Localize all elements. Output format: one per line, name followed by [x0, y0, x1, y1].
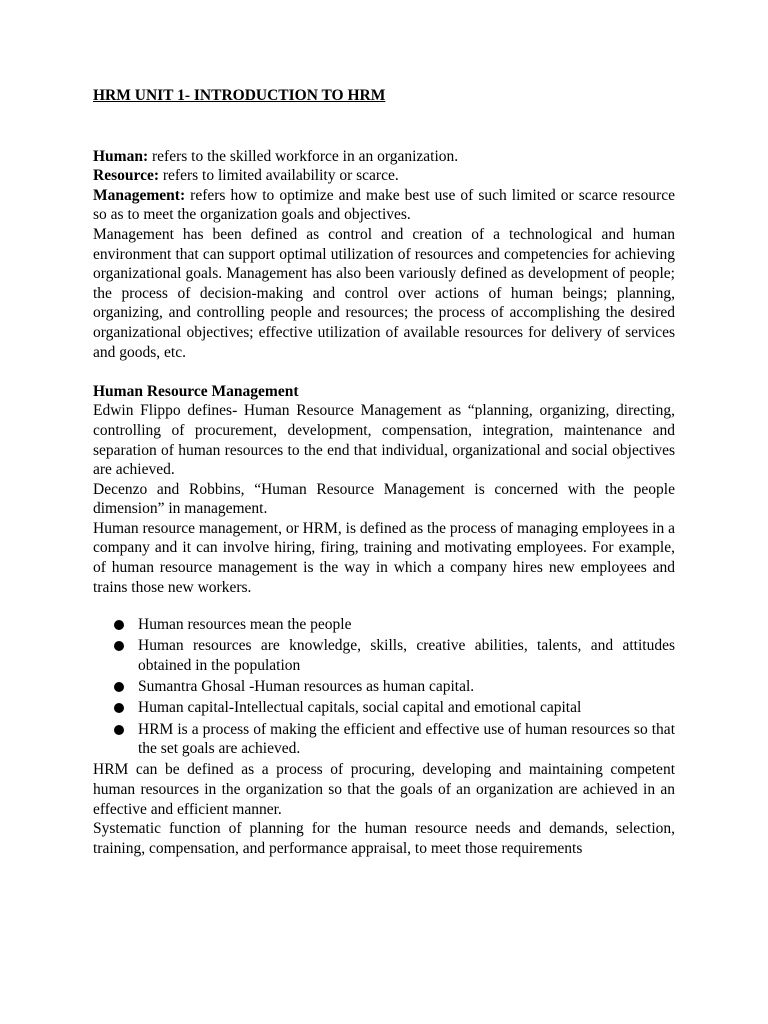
list-item — [138, 698, 675, 718]
hrm-paragraph-definition: Human resource management, or HRM, is defined as the process of managing employees in a company and it can involve hiring, firing, training and motivating employees. For example, of human resource management is the way in which a company hires new employees and trains those new workers. — [93, 519, 675, 596]
definition-text: refers to the skilled workforce in an organization. — [148, 147, 459, 165]
closing-paragraph-function: Systematic function of planning for the human resource needs and demands, selection, training, compensation, and performance appraisal, to meet those requirements — [93, 820, 675, 857]
document-page — [93, 86, 675, 858]
list-item — [138, 636, 675, 675]
list-item-text: Human resources mean the people — [138, 616, 352, 634]
document-title: HRM UNIT 1- INTRODUCTION TO HRM — [93, 87, 386, 104]
hrm-paragraph-flippo: Edwin Flippo defines- Human Resource Management as “planning, organizing, directing, controlling of procurement, development, compensation, integration, maintenance and separation of human resources to the end that individual, organizational and social objectives are achieved. — [93, 402, 675, 479]
definition-term: Management: — [93, 186, 186, 204]
list-item — [138, 615, 675, 635]
definition-text: refers how to optimize and make best use of such limited or scarce resource so as to meet the organization goals and objectives. — [93, 186, 675, 224]
definition-term: Human: — [93, 147, 149, 165]
hrm-heading: Human Resource Management — [93, 382, 299, 400]
bullet-icon — [114, 641, 124, 651]
list-item-text: Sumantra Ghosal -Human resources as human capital. — [138, 678, 475, 696]
closing-paragraph-definition: HRM can be defined as a process of procuring, developing and maintaining competent human resources in the organization so that the goals of an organization are achieved in an effective and efficient manner. — [93, 761, 675, 818]
hrm-paragraph-decenzo: Decenzo and Robbins, “Human Resource Management is concerned with the people dimension” in management. — [93, 480, 675, 518]
definition-term: Resource: — [93, 167, 159, 185]
management-paragraph: Management has been defined as control and creation of a technological and human environment that can support optimal utilization of resources and competencies for achieving organizational goals. Management has also been variously defined as development of people; the process of decision-making and control over actions of human beings; planning, organizing, and controlling people and resources; the process of accomplishing the desired organizational objectives; effective utilization of available resources for delivery of services and goods, etc. — [93, 225, 675, 361]
bullet-icon — [114, 725, 124, 735]
list-item — [138, 720, 675, 759]
definition-resource — [93, 166, 675, 186]
section-spacer — [93, 362, 675, 382]
list-item-text: Human capital-Intellectual capitals, social capital and emotional capital — [138, 699, 582, 717]
definition-management — [93, 186, 675, 225]
list-spacer — [93, 597, 675, 615]
bullet-list — [93, 615, 675, 759]
list-item-text: HRM is a process of making the efficient and effective use of human resources so that the set goals are achieved. — [138, 720, 675, 758]
list-item-text: Human resources are knowledge, skills, creative abilities, talents, and attitudes obtained in the population — [138, 637, 675, 675]
definition-human — [93, 147, 675, 167]
bullet-icon — [114, 620, 124, 630]
bullet-icon — [114, 703, 124, 713]
bullet-icon — [114, 682, 124, 692]
definition-text: refers to limited availability or scarce. — [159, 167, 399, 185]
list-item — [138, 677, 675, 697]
